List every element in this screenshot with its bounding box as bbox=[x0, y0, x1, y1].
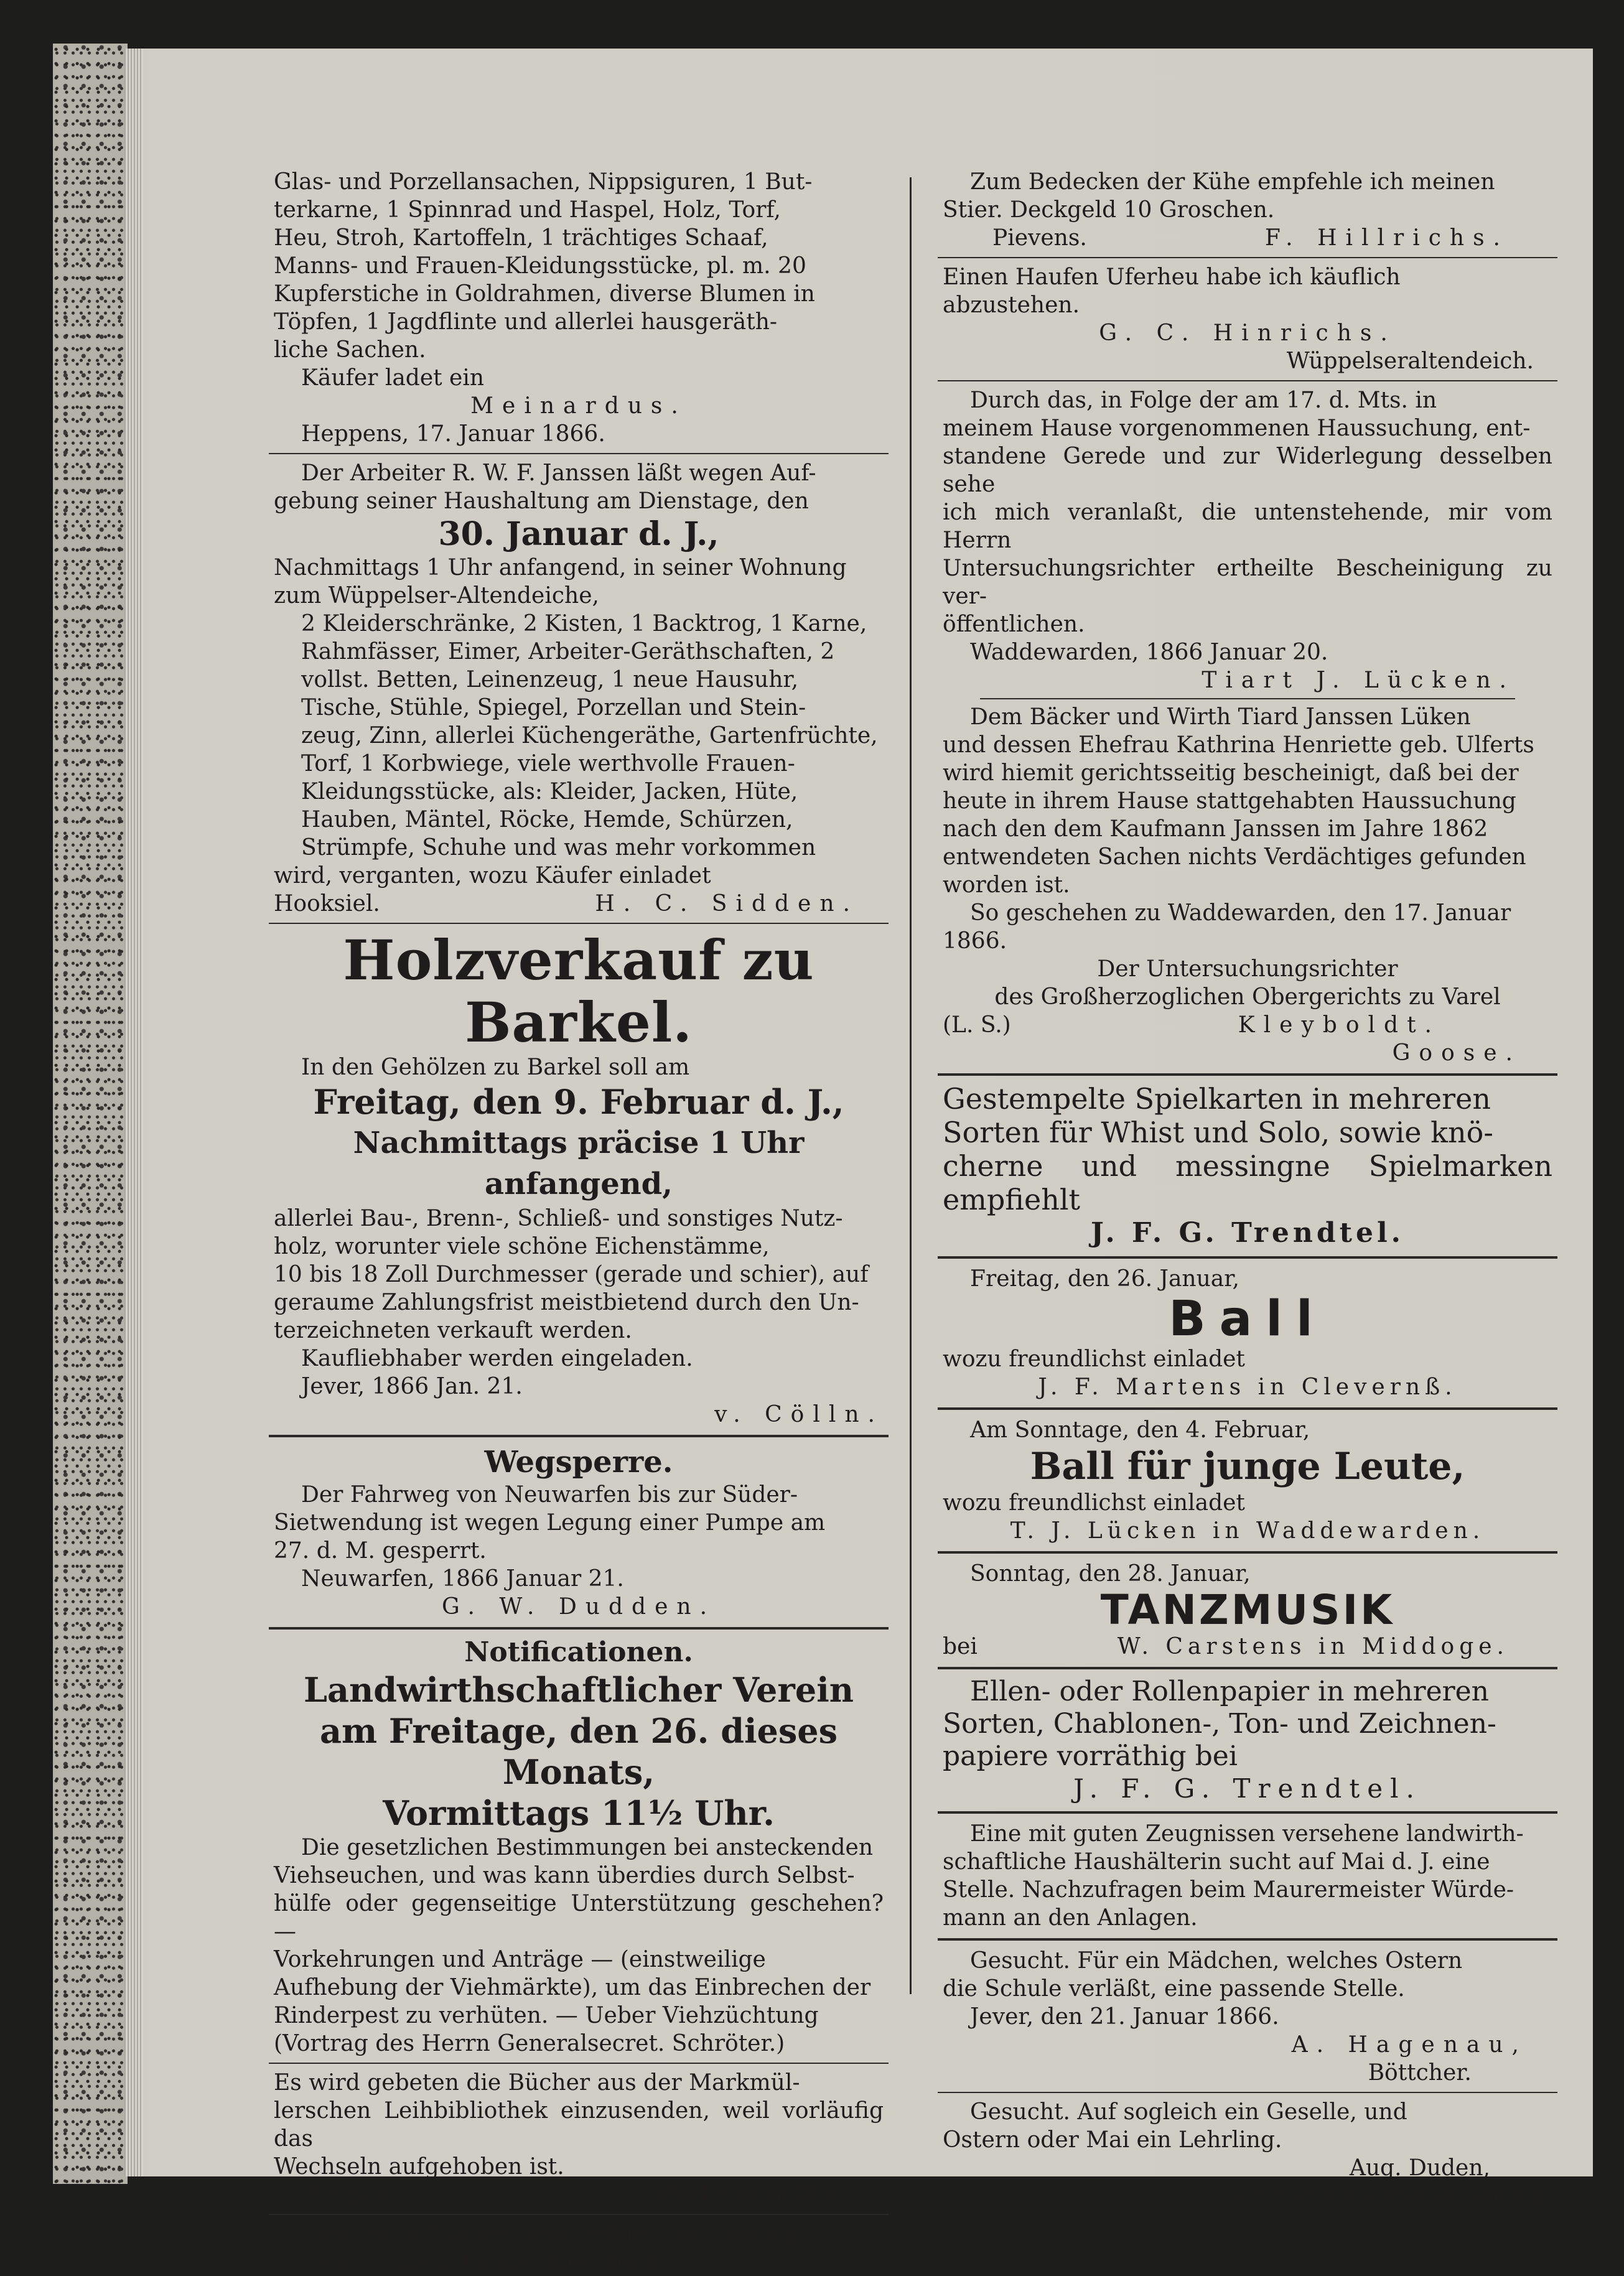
ad-bescheinigung bbox=[943, 703, 1552, 1067]
page-stack-edge bbox=[124, 49, 143, 2176]
text-line: zum Wüppelser-Altendeiche, bbox=[274, 583, 599, 609]
text-line: (Vortrag des Herrn Generalsecret. Schröter.) bbox=[274, 2031, 785, 2056]
text-line: terzeichneten verkauft werden. bbox=[274, 1318, 632, 1343]
text-line: die Schule verläßt, eine passende Stelle. bbox=[943, 1976, 1405, 2002]
signer-role: Böttcher. bbox=[1368, 2060, 1472, 2086]
signer: J. F. G. Trendtel. bbox=[1091, 1217, 1404, 1249]
text-line: 2 Kleiderschränke, 2 Kisten, 1 Backtrog, 1 Karne, bbox=[301, 611, 867, 637]
divider-rule bbox=[269, 453, 889, 454]
text-line: Hauben, Mäntel, Röcke, Hemde, Schürzen, bbox=[301, 807, 793, 833]
place-date: Waddewarden, 1866 Januar 20. bbox=[970, 640, 1328, 665]
sale-time: Nachmittags präcise 1 Uhr anfangend, bbox=[353, 1126, 805, 1201]
text-line: Strümpfe, Schuhe und was mehr vorkommen bbox=[301, 835, 816, 860]
text-line: Jever. Louis Lange, Klempner. bbox=[301, 2249, 662, 2275]
invite-text: wozu freundlichst einladet bbox=[943, 1346, 1245, 1372]
ad-spielkarten bbox=[943, 1082, 1552, 1250]
text-line: Heu, Stroh, Kartoffeln, 1 trächtiges Schaaf, bbox=[274, 225, 768, 251]
text-line: lerschen Leihbibliothek einzusenden, weil vorläufig das bbox=[274, 2098, 884, 2152]
signer: Kleyboldt. bbox=[1238, 1012, 1440, 1038]
text-line: abzustehen. bbox=[943, 292, 1080, 318]
signer: Markmüller Wwe. bbox=[654, 2182, 859, 2208]
signer: G. C. Hinrichs. bbox=[1099, 320, 1396, 346]
ad-title: Landwirthschaftlicher Verein bbox=[304, 1670, 854, 1710]
divider-rule bbox=[938, 1667, 1557, 1669]
text-line: Rinderpest zu verhüten. — Ueber Viehzüchtung bbox=[274, 2003, 819, 2028]
column-divider bbox=[910, 177, 912, 1994]
text-line: Aufhebung der Viehmärkte), um das Einbrechen der bbox=[274, 1975, 871, 2000]
signature-row bbox=[943, 224, 1552, 252]
ad-holzverkauf bbox=[274, 929, 884, 1429]
text-line: Stelle. Nachzufragen beim Maurermeister Würde- bbox=[943, 1877, 1514, 1903]
divider-rule bbox=[938, 1551, 1557, 1554]
ad-lehrling bbox=[274, 2220, 884, 2276]
text-line: mann an den Anlagen. bbox=[943, 1905, 1198, 1931]
seal-mark: (L. S.) bbox=[943, 1012, 1011, 1038]
text-line: Einen Haufen Uferheu habe ich käuflich bbox=[943, 264, 1401, 290]
text-line: Tische, Stühle, Spiegel, Porzellan und Stein- bbox=[301, 695, 806, 721]
ad-title-line: Vormittags 11½ Uhr. bbox=[383, 1793, 775, 1833]
signature-row bbox=[943, 1633, 1552, 1661]
text-line: Töpfen, 1 Jagdflinte und allerlei hausgeräth- bbox=[274, 309, 778, 335]
text-line: terkarne, 1 Spinnrad und Haspel, Holz, Torf, bbox=[274, 197, 781, 223]
text-line: Manns- und Frauen-Kleidungsstücke, pl. m. 20 bbox=[274, 253, 806, 279]
text-line: heute in ihrem Hause stattgehabten Haussuchung bbox=[943, 788, 1516, 814]
signer: A. Hagenau, bbox=[1291, 2032, 1528, 2058]
office-title: des Großherzoglichen Obergerichts zu Varel bbox=[994, 984, 1501, 1010]
text-line: Rahmfässer, Eimer, Arbeiter-Geräthschaften, 2 bbox=[301, 639, 835, 665]
place-date: Jever, 1866 Jan. 21. bbox=[301, 1374, 523, 1399]
divider-rule bbox=[938, 1073, 1557, 1076]
text-line: Kupferstiche in Goldrahmen, diverse Blumen in bbox=[274, 281, 815, 307]
ad-landwirthschaftlicher-verein bbox=[274, 1636, 884, 2058]
divider-rule bbox=[269, 923, 889, 924]
ad-tanzmusik bbox=[943, 1560, 1552, 1661]
text-line: Zum Bedecken der Kühe empfehle ich meinen bbox=[970, 169, 1495, 195]
ad-stier bbox=[943, 168, 1552, 252]
left-column bbox=[274, 168, 884, 2276]
text-line: Nachmittags 1 Uhr anfangend, in seiner Wohnung bbox=[274, 555, 847, 581]
signer: W. Carstens in Middoge. bbox=[1117, 1634, 1509, 1659]
text-line: Sietwendung ist wegen Legung einer Pumpe am bbox=[274, 1510, 826, 1536]
text-line: Wechseln aufgehoben ist. bbox=[274, 2154, 564, 2180]
text-line: vollst. Betten, Leinenzeug, 1 neue Hausuhr, bbox=[301, 667, 799, 693]
event-date: Am Sonntage, den 4. Februar, bbox=[970, 1417, 1310, 1443]
text-line: Ellen- oder Rollenpapier in mehreren bbox=[970, 1676, 1490, 1707]
text-line: liche Sachen. bbox=[274, 337, 426, 363]
ad-ball-junge-leute bbox=[943, 1416, 1552, 1545]
text-line: Viehseuchen, und was kann überdies durch Selbst- bbox=[274, 1863, 855, 1888]
text-line: ich mich veranlaßt, die untenstehende, mir vom Herrn bbox=[943, 500, 1552, 553]
text-line: 10 bis 18 Zoll Durchmesser (gerade und schier), auf bbox=[274, 1262, 869, 1287]
divider-rule bbox=[938, 257, 1557, 258]
text-line: standene Gerede und zur Widerlegung desselben sehe bbox=[943, 444, 1552, 497]
ad-luecken-erklaerung bbox=[943, 386, 1552, 694]
divider-rule bbox=[938, 1938, 1557, 1941]
text-line: cherne und messingne Spielmarken empfiehlt bbox=[943, 1149, 1552, 1216]
signature-row bbox=[274, 890, 884, 918]
signer: J. F. G. Trendtel. bbox=[1073, 1773, 1422, 1804]
invite-text: Kaufliebhaber werden eingeladen. bbox=[301, 1346, 693, 1371]
ad-title: Wegsperre. bbox=[484, 1445, 673, 1480]
text-line: und dessen Ehefrau Kathrina Henriette geb. Ulferts bbox=[943, 732, 1534, 758]
event-title: Ball bbox=[1169, 1291, 1327, 1347]
event-date: Freitag, den 26. Januar, bbox=[970, 1266, 1239, 1292]
place-date: Jever, den 21. Januar 1866. bbox=[970, 2004, 1279, 2030]
text-line: Torf, 1 Korbwiege, viele werthvolle Frauen- bbox=[301, 751, 795, 777]
signer: Goose. bbox=[1392, 1040, 1521, 1066]
signature-row bbox=[274, 2181, 884, 2209]
signature-row bbox=[943, 1011, 1552, 1039]
text-bei: bei bbox=[943, 1634, 978, 1659]
text-line: wird, verganten, wozu Käufer einladet bbox=[274, 863, 711, 888]
text-line: Sorten für Whist und Solo, sowie knö- bbox=[943, 1116, 1493, 1149]
divider-rule bbox=[938, 1811, 1557, 1814]
invite-text: Käufer ladet ein bbox=[301, 365, 485, 391]
text-line: So geschehen zu Waddewarden, den 17. Januar bbox=[970, 900, 1511, 926]
ad-title: Holzverkauf zu Barkel. bbox=[343, 928, 814, 1055]
text-line: gebung seiner Haushaltung am Dienstage, den bbox=[274, 488, 809, 514]
auction-date: 30. Januar d. J., bbox=[438, 515, 719, 553]
text-line: Ostern oder Mai ein Lehrling. bbox=[943, 2127, 1282, 2153]
text-line: holz, worunter viele schöne Eichenstämme, bbox=[274, 1234, 770, 1259]
ad-ball-martens bbox=[943, 1265, 1552, 1401]
ad-glas-auction bbox=[274, 168, 884, 448]
signer: J. F. Martens in Clevernß. bbox=[1038, 1374, 1457, 1400]
event-title: TANZMUSIK bbox=[1100, 1586, 1395, 1634]
place: Wüppelseraltendeich. bbox=[1286, 348, 1534, 374]
text-line: 27. d. M. gesperrt. bbox=[274, 1538, 487, 1564]
divider-rule bbox=[938, 2092, 1557, 2093]
place: Pievens. bbox=[992, 225, 1087, 251]
place: Heppens. bbox=[301, 2182, 409, 2208]
text-line: Sorten, Chablonen-, Ton- und Zeichnen- bbox=[943, 1708, 1496, 1740]
divider-rule bbox=[938, 380, 1557, 381]
text-line: nach den dem Kaufmann Janssen im Jahre 1862 bbox=[943, 816, 1488, 842]
divider-rule bbox=[269, 1435, 889, 1437]
ad-geselle bbox=[943, 2098, 1552, 2210]
ad-buecher-rueckgabe bbox=[274, 2069, 884, 2209]
text-line: papiere vorräthig bei bbox=[943, 1740, 1238, 1772]
text-line: Vorkehrungen und Anträge — (einstweilige bbox=[274, 1947, 766, 1972]
signer: v. Cölln. bbox=[714, 1402, 884, 1427]
ad-maedchen-stelle bbox=[943, 1947, 1552, 2087]
divider-rule bbox=[269, 2063, 889, 2064]
text-line: geraume Zahlungsfrist meistbietend durch den Un- bbox=[274, 1290, 859, 1315]
signer: G. W. Dudden. bbox=[441, 1594, 716, 1620]
text-line: Die gesetzlichen Bestimmungen bei ansteckenden bbox=[301, 1835, 874, 1860]
text-line: Der Arbeiter R. W. F. Janssen läßt wegen Auf- bbox=[301, 460, 816, 486]
event-title: Ball für junge Leute, bbox=[1030, 1445, 1465, 1488]
text-line: hülfe oder gegenseitige Unterstützung geschehen? — bbox=[274, 1891, 884, 1944]
text-line: Gestempelte Spielkarten in mehreren bbox=[943, 1082, 1491, 1116]
text-line: wird hiemit gerichtsseitig bescheinigt, daß bei der bbox=[943, 760, 1519, 786]
invite-text: wozu freundlichst einladet bbox=[943, 1490, 1245, 1516]
place: Hooksiel. bbox=[274, 891, 380, 916]
place-date: Neuwarfen, 1866 Januar 21. bbox=[301, 1566, 624, 1592]
text-line: Der Fahrweg von Neuwarfen bis zur Süder- bbox=[301, 1482, 798, 1508]
signer: Aug. Duden, bbox=[1349, 2155, 1490, 2181]
signer: Meinardus. bbox=[470, 393, 687, 419]
text-line: Durch das, in Folge der am 17. d. Mts. in bbox=[970, 388, 1437, 413]
text-line: allerlei Bau-, Brenn-, Schließ- und sonstiges Nutz- bbox=[274, 1206, 843, 1231]
text-line: zeug, Zinn, allerlei Küchengeräthe, Gartenfrüchte, bbox=[301, 723, 878, 749]
ad-wegsperre bbox=[274, 1443, 884, 1621]
text-line: Kleidungsstücke, als: Kleider, Jacken, Hüte, bbox=[301, 779, 798, 805]
text-line: Gesucht. Auf sogleich ein Geselle, und bbox=[970, 2099, 1407, 2125]
text-line: Gesucht. Für ein Mädchen, welches Ostern bbox=[970, 1948, 1463, 1974]
text-line: Eine mit guten Zeugnissen versehene landwirth- bbox=[970, 1821, 1524, 1847]
text-line: worden ist. bbox=[943, 872, 1070, 898]
text-line: In den Gehölzen zu Barkel soll am bbox=[301, 1055, 690, 1080]
text-line: Untersuchungsrichter ertheilte Bescheinigung zu ver- bbox=[943, 556, 1552, 609]
ad-haushaelterin bbox=[943, 1820, 1552, 1932]
ad-uferheu bbox=[943, 263, 1552, 375]
text-line: meinem Hause vorgenommenen Haussuchung, ent- bbox=[943, 416, 1531, 441]
signer-role: Schmiedemeister in Gottels. bbox=[1230, 2183, 1552, 2209]
text-line: Glas- und Porzellansachen, Nippsiguren, 1 But- bbox=[274, 169, 813, 195]
signer: H. C. Sidden. bbox=[595, 891, 859, 916]
place-date: Heppens, 17. Januar 1866. bbox=[301, 421, 605, 447]
text-line: Gesucht auf sofort oder Ostern ein Lehrling. bbox=[301, 2221, 807, 2247]
ad-title-line: am Freitage, den 26. dieses Monats, bbox=[320, 1711, 838, 1792]
signer: F. Hillrichs. bbox=[1264, 225, 1509, 251]
signer: T. J. Lücken in Waddewarden. bbox=[1010, 1518, 1485, 1544]
divider-rule bbox=[269, 2214, 889, 2215]
office-title: Der Untersuchungsrichter bbox=[1097, 956, 1398, 982]
book-edge-speckled bbox=[53, 44, 128, 2184]
text-line: 1866. bbox=[943, 928, 1007, 954]
divider-rule bbox=[938, 1256, 1557, 1259]
signer: Tiart J. Lücken. bbox=[1202, 668, 1515, 693]
text-line: Es wird gebeten die Bücher aus der Markmül- bbox=[274, 2070, 800, 2096]
text-line: schaftliche Haushälterin sucht auf Mai d. J. eine bbox=[943, 1849, 1490, 1875]
divider-rule bbox=[938, 1407, 1557, 1410]
right-column bbox=[943, 168, 1552, 2210]
sale-date: Freitag, den 9. Februar d. J., bbox=[313, 1082, 844, 1122]
event-date: Sonntag, den 28. Januar, bbox=[970, 1561, 1251, 1587]
text-line: öffentlichen. bbox=[943, 612, 1085, 637]
ad-papier bbox=[943, 1676, 1552, 1805]
text-line: Dem Bäcker und Wirth Tiard Janssen Lüken bbox=[970, 704, 1471, 730]
text-line: Stier. Deckgeld 10 Groschen. bbox=[943, 197, 1275, 223]
divider-rule bbox=[980, 698, 1515, 699]
text-line: entwendeten Sachen nichts Verdächtiges gefunden bbox=[943, 844, 1526, 870]
ad-janssen-auction bbox=[274, 459, 884, 918]
divider-rule bbox=[269, 1627, 889, 1630]
section-heading: Notificationen. bbox=[464, 1636, 693, 1668]
